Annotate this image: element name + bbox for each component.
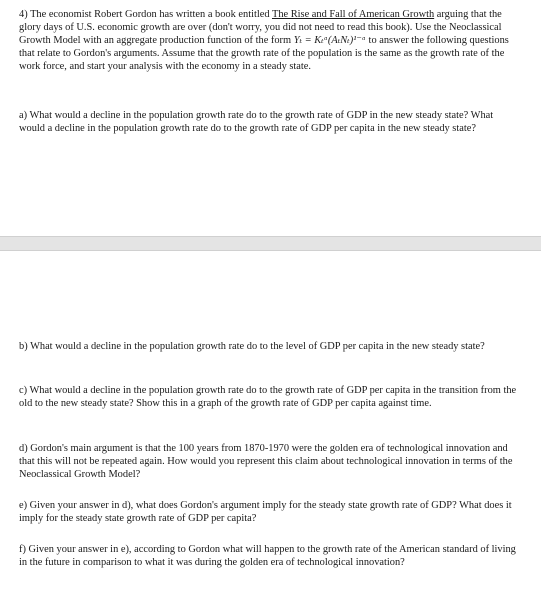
intro-suffix: to answer the following questions that relate to Gordon's arguments. Assume that the growth rate of the population is the same as the growth rate of the work force, and start your analysis with the economy in a steady state. bbox=[19, 35, 509, 72]
question-4-intro bbox=[19, 8, 519, 73]
intro-mid: arguing that the glory days of U.S. economic growth are over (don't worry, you did not need to read this book). Use the Neoclassical Growth Model with an aggregate production function of the form bbox=[19, 9, 502, 46]
page-separator bbox=[0, 236, 541, 251]
question-part-c: c) What would a decline in the population growth rate do to the growth rate of GDP per capita in the transition from the old to the new steady state? Show this in a graph of the growth rate of GDP per capita against time. bbox=[19, 385, 517, 409]
question-part-f: f) Given your answer in e), according to Gordon what will happen to the growth rate of the American standard of living in the future in comparison to what it was during the golden era of technological innovation? bbox=[19, 544, 516, 568]
production-function-formula: Yₜ = Kₜᵅ(AₜNₜ)¹⁻ᵅ bbox=[293, 35, 366, 46]
book-title: The Rise and Fall of American Growth bbox=[271, 9, 435, 20]
document-page-2 bbox=[0, 251, 541, 595]
document-page-1 bbox=[0, 0, 541, 236]
question-part-b: b) What would a decline in the population growth rate do to the level of GDP per capita in the new steady state? bbox=[19, 341, 485, 352]
intro-prefix: 4) The economist Robert Gordon has written a book entitled bbox=[19, 9, 272, 20]
question-part-e: e) Given your answer in d), what does Gordon's argument imply for the steady state growth rate of GDP? What does it imply for the steady state growth rate of GDP per capita? bbox=[19, 500, 512, 524]
question-part-a: a) What would a decline in the population growth rate do to the growth rate of GDP in the new steady state? What would a decline in the population growth rate do to the growth rate of GDP per capita in the new steady state? bbox=[19, 110, 494, 134]
question-part-d: d) Gordon's main argument is that the 100 years from 1870-1970 were the golden era of technological innovation and that this will not be repeated again. How would you represent this claim about technological innovation in terms of the Neoclassical Growth Model? bbox=[19, 443, 513, 480]
